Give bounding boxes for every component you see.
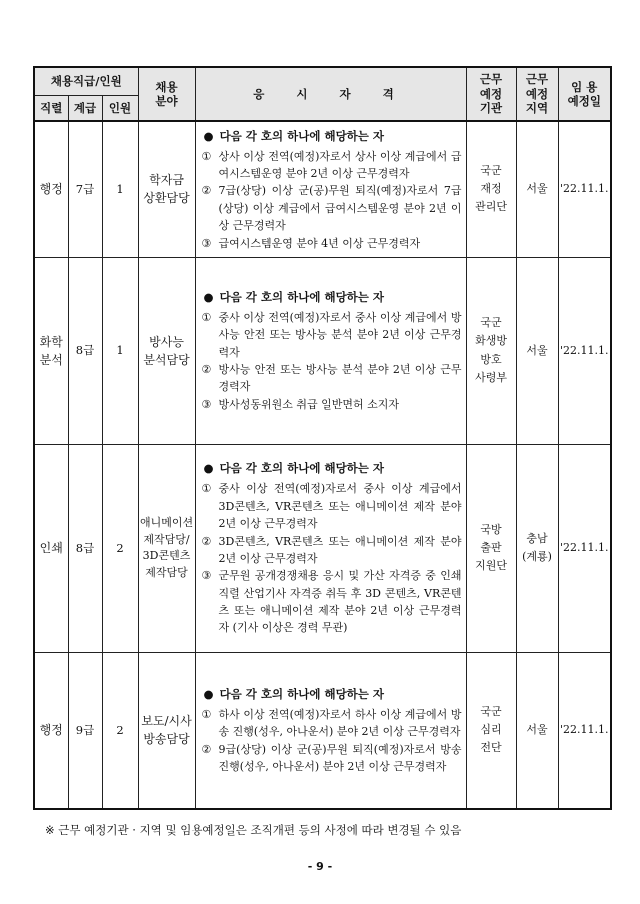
bullet-icon: ●: [203, 461, 214, 476]
cell-grade: 8급: [68, 444, 102, 652]
header-qualification: 응 시 자 격: [195, 67, 466, 121]
cell-qualification: [195, 257, 466, 444]
table-row: [34, 652, 611, 809]
header-institution: 근무 예정 기관: [466, 67, 516, 121]
cell-location: 충남 (계룡): [516, 444, 558, 652]
qualification-item: ③ 군무원 공개경쟁채용 응시 및 가산 자격증 중 인쇄 직렬 산업기사 자격증 취득 후 3D 콘텐츠, VR콘텐츠 또는 애니메이션 제작 분야 2년 이상 근무경력자 (기사 이상은 경력 무관): [201, 569, 462, 635]
cell-grade: 8급: [68, 257, 102, 444]
qualification-lead: ● 다음 각 호의 하나에 해당하는 자: [202, 127, 462, 145]
qualification-item: ② 9급(상당) 이상 군(공)무원 퇴직(예정)자로서 방송 진행(성우, 아나운서) 분야 2년 이상 근무경력자: [201, 742, 462, 774]
cell-qualification: [195, 652, 466, 809]
cell-location: 서울: [516, 257, 558, 444]
recruitment-table: [33, 66, 612, 810]
cell-date: '22.11.1.: [558, 652, 611, 809]
cell-field: 학자금 상환담당: [138, 121, 195, 257]
qualification-item: ① 하사 이상 전역(예정)자로서 하사 이상 계급에서 방송 진행(성우, 아나운서) 분야 2년 이상 근무경력자: [201, 708, 462, 739]
cell-qualification: [195, 121, 466, 257]
header-job: 직렬: [34, 95, 68, 121]
qualification-item: ① 상사 이상 전역(예정)자로서 상사 이상 계급에서 급여시스템운영 분야 2년 이상 근무경력자: [201, 149, 462, 181]
cell-count: 1: [102, 121, 138, 257]
qualification-lead: ● 다음 각 호의 하나에 해당하는 자: [202, 459, 462, 477]
bullet-icon: ●: [203, 128, 214, 143]
cell-field: 애니메이션 제작담당/ 3D콘텐츠 제작담당: [138, 444, 195, 652]
table-row: [34, 444, 611, 652]
cell-institution: 국군 재정 관리단: [466, 121, 516, 257]
cell-field: 보도/시사 방송담당: [138, 652, 195, 809]
qualification-item: ② 7급(상당) 이상 군(공)무원 퇴직(예정)자로서 7급(상당) 이상 계급에서 급여시스템운영 분야 2년 이상 근무경력자: [201, 184, 462, 233]
header-field: 채용 분야: [138, 67, 195, 121]
qualification-lead: ● 다음 각 호의 하나에 해당하는 자: [202, 288, 462, 306]
cell-grade: 9급: [68, 652, 102, 809]
cell-job: 행정: [34, 121, 68, 257]
cell-count: 1: [102, 257, 138, 444]
cell-count: 2: [102, 652, 138, 809]
qualification-item: ③ 방사성동위원소 취급 일반면허 소지자: [201, 397, 400, 411]
qualification-item: ③ 급여시스템운영 분야 4년 이상 근무경력자: [201, 236, 421, 250]
cell-job: 화학 분석: [34, 257, 68, 444]
page-number: - 9 -: [307, 860, 333, 873]
cell-field: 방사능 분석담당: [138, 257, 195, 444]
header-date: 임 용 예정일: [558, 67, 611, 121]
cell-institution: 국방 출판 지원단: [466, 444, 516, 652]
qualification-lead: ● 다음 각 호의 하나에 해당하는 자: [202, 685, 462, 703]
cell-date: '22.11.1.: [558, 257, 611, 444]
qualification-item: ① 중사 이상 전역(예정)자로서 중사 이상 계급에서 방사능 안전 또는 방사능 분석 분야 2년 이상 근무경력자: [201, 310, 462, 359]
table-row: [34, 257, 611, 444]
table-row: [34, 121, 611, 257]
cell-job: 인쇄: [34, 444, 68, 652]
cell-count: 2: [102, 444, 138, 652]
header-position-count: 채용직급/인원: [34, 67, 138, 95]
cell-qualification: [195, 444, 466, 652]
cell-institution: 국군 화생방 방호 사령부: [466, 257, 516, 444]
header-count: 인원: [102, 95, 138, 121]
cell-date: '22.11.1.: [558, 444, 611, 652]
cell-location: 서울: [516, 121, 558, 257]
header-grade: 계급: [68, 95, 102, 121]
header-location: 근무 예정 지역: [516, 67, 558, 121]
cell-date: '22.11.1.: [558, 121, 611, 257]
qualification-item: ① 중사 이상 전역(예정)자로서 중사 이상 계급에서 3D콘텐츠, VR콘텐츠 또는 애니메이션 제작 분야 2년 이상 근무경력자: [201, 482, 462, 531]
footnote: ※ 근무 예정기관 · 지역 및 임용예정일은 조직개편 등의 사정에 따라 변경될 수 있음: [45, 823, 462, 837]
qualification-item: ② 3D콘텐츠, VR콘텐츠 또는 애니메이션 제작 분야 2년 이상 근무경력자: [201, 534, 462, 565]
qualification-item: ② 방사능 안전 또는 방사능 분석 분야 2년 이상 근무경력자: [201, 363, 462, 394]
cell-institution: 국군 심리 전단: [466, 652, 516, 809]
bullet-icon: ●: [203, 289, 214, 304]
cell-job: 행정: [34, 652, 68, 809]
cell-location: 서울: [516, 652, 558, 809]
bullet-icon: ●: [203, 686, 214, 701]
cell-grade: 7급: [68, 121, 102, 257]
